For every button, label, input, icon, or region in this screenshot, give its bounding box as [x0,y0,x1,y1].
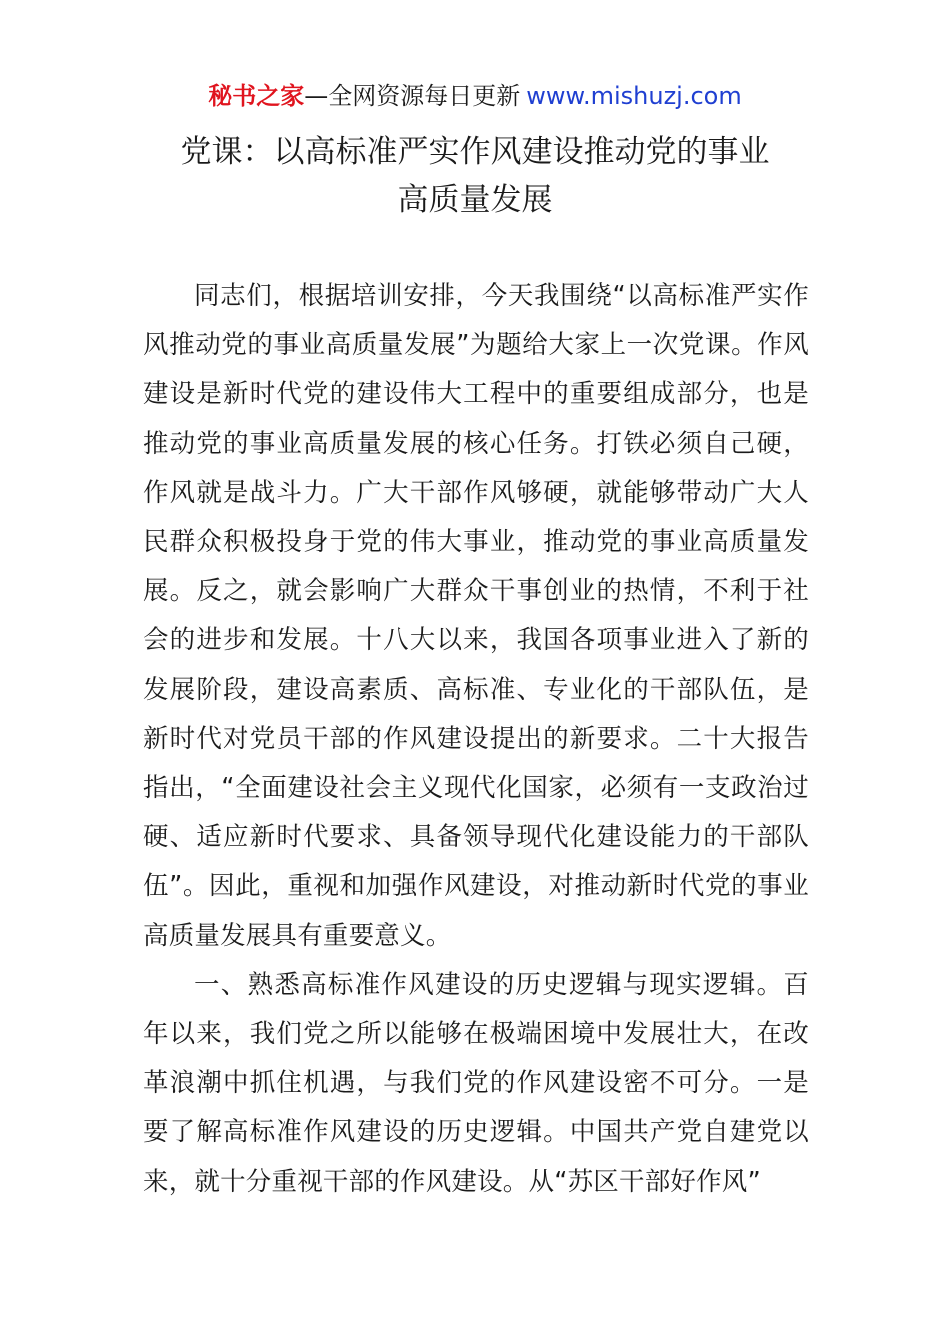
title-line-2: 高质量发展 [397,182,553,218]
paragraph-section-one: 一、熟悉高标准作风建设的历史逻辑与现实逻辑。百年以来，我们党之所以能够在极端困境中发展壮大，在改革浪潮中抓住机遇，与我们党的作风建设密不可分。一是要了解高标准作风建设的历史逻辑。中国共产党自建党以来，就十分重视干部的作风建设。从“苏区干部好作风” [143,969,809,1197]
document-title [0,128,950,224]
site-tagline: —全网资源每日更新 [304,82,521,110]
site-url-link[interactable]: www.mishuzj.com [526,82,742,110]
paragraph-intro: 同志们，根据培训安排，今天我围绕“以高标准严实作风推动党的事业高质量发展”为题给大家上一次党课。作风建设是新时代党的建设伟大工程中的重要组成部分，也是推动党的事业高质量发展的核心任务。打铁必须自己硬，作风就是战斗力。广大干部作风够硬，就能够带动广大人民群众积极投身于党的伟大事业，推动党的事业高质量发展。反之，就会影响广大群众干事创业的热情，不利于社会的进步和发展。十八大以来，我国各项事业进入了新的发展阶段，建设高素质、高标准、专业化的干部队伍，是新时代对党员干部的作风建设提出的新要求。二十大报告指出，“全面建设社会主义现代化国家，必须有一支政治过硬、适应新时代要求、具备领导现代化建设能力的干部队伍”。因此，重视和加强作风建设，对推动新时代党的事业高质量发展具有重要意义。 [143,281,809,951]
document-body [143,272,809,1207]
title-line-1: 党课：以高标准严实作风建设推动党的事业 [180,134,770,170]
site-name: 秘书之家 [208,82,305,110]
site-header [0,80,950,112]
